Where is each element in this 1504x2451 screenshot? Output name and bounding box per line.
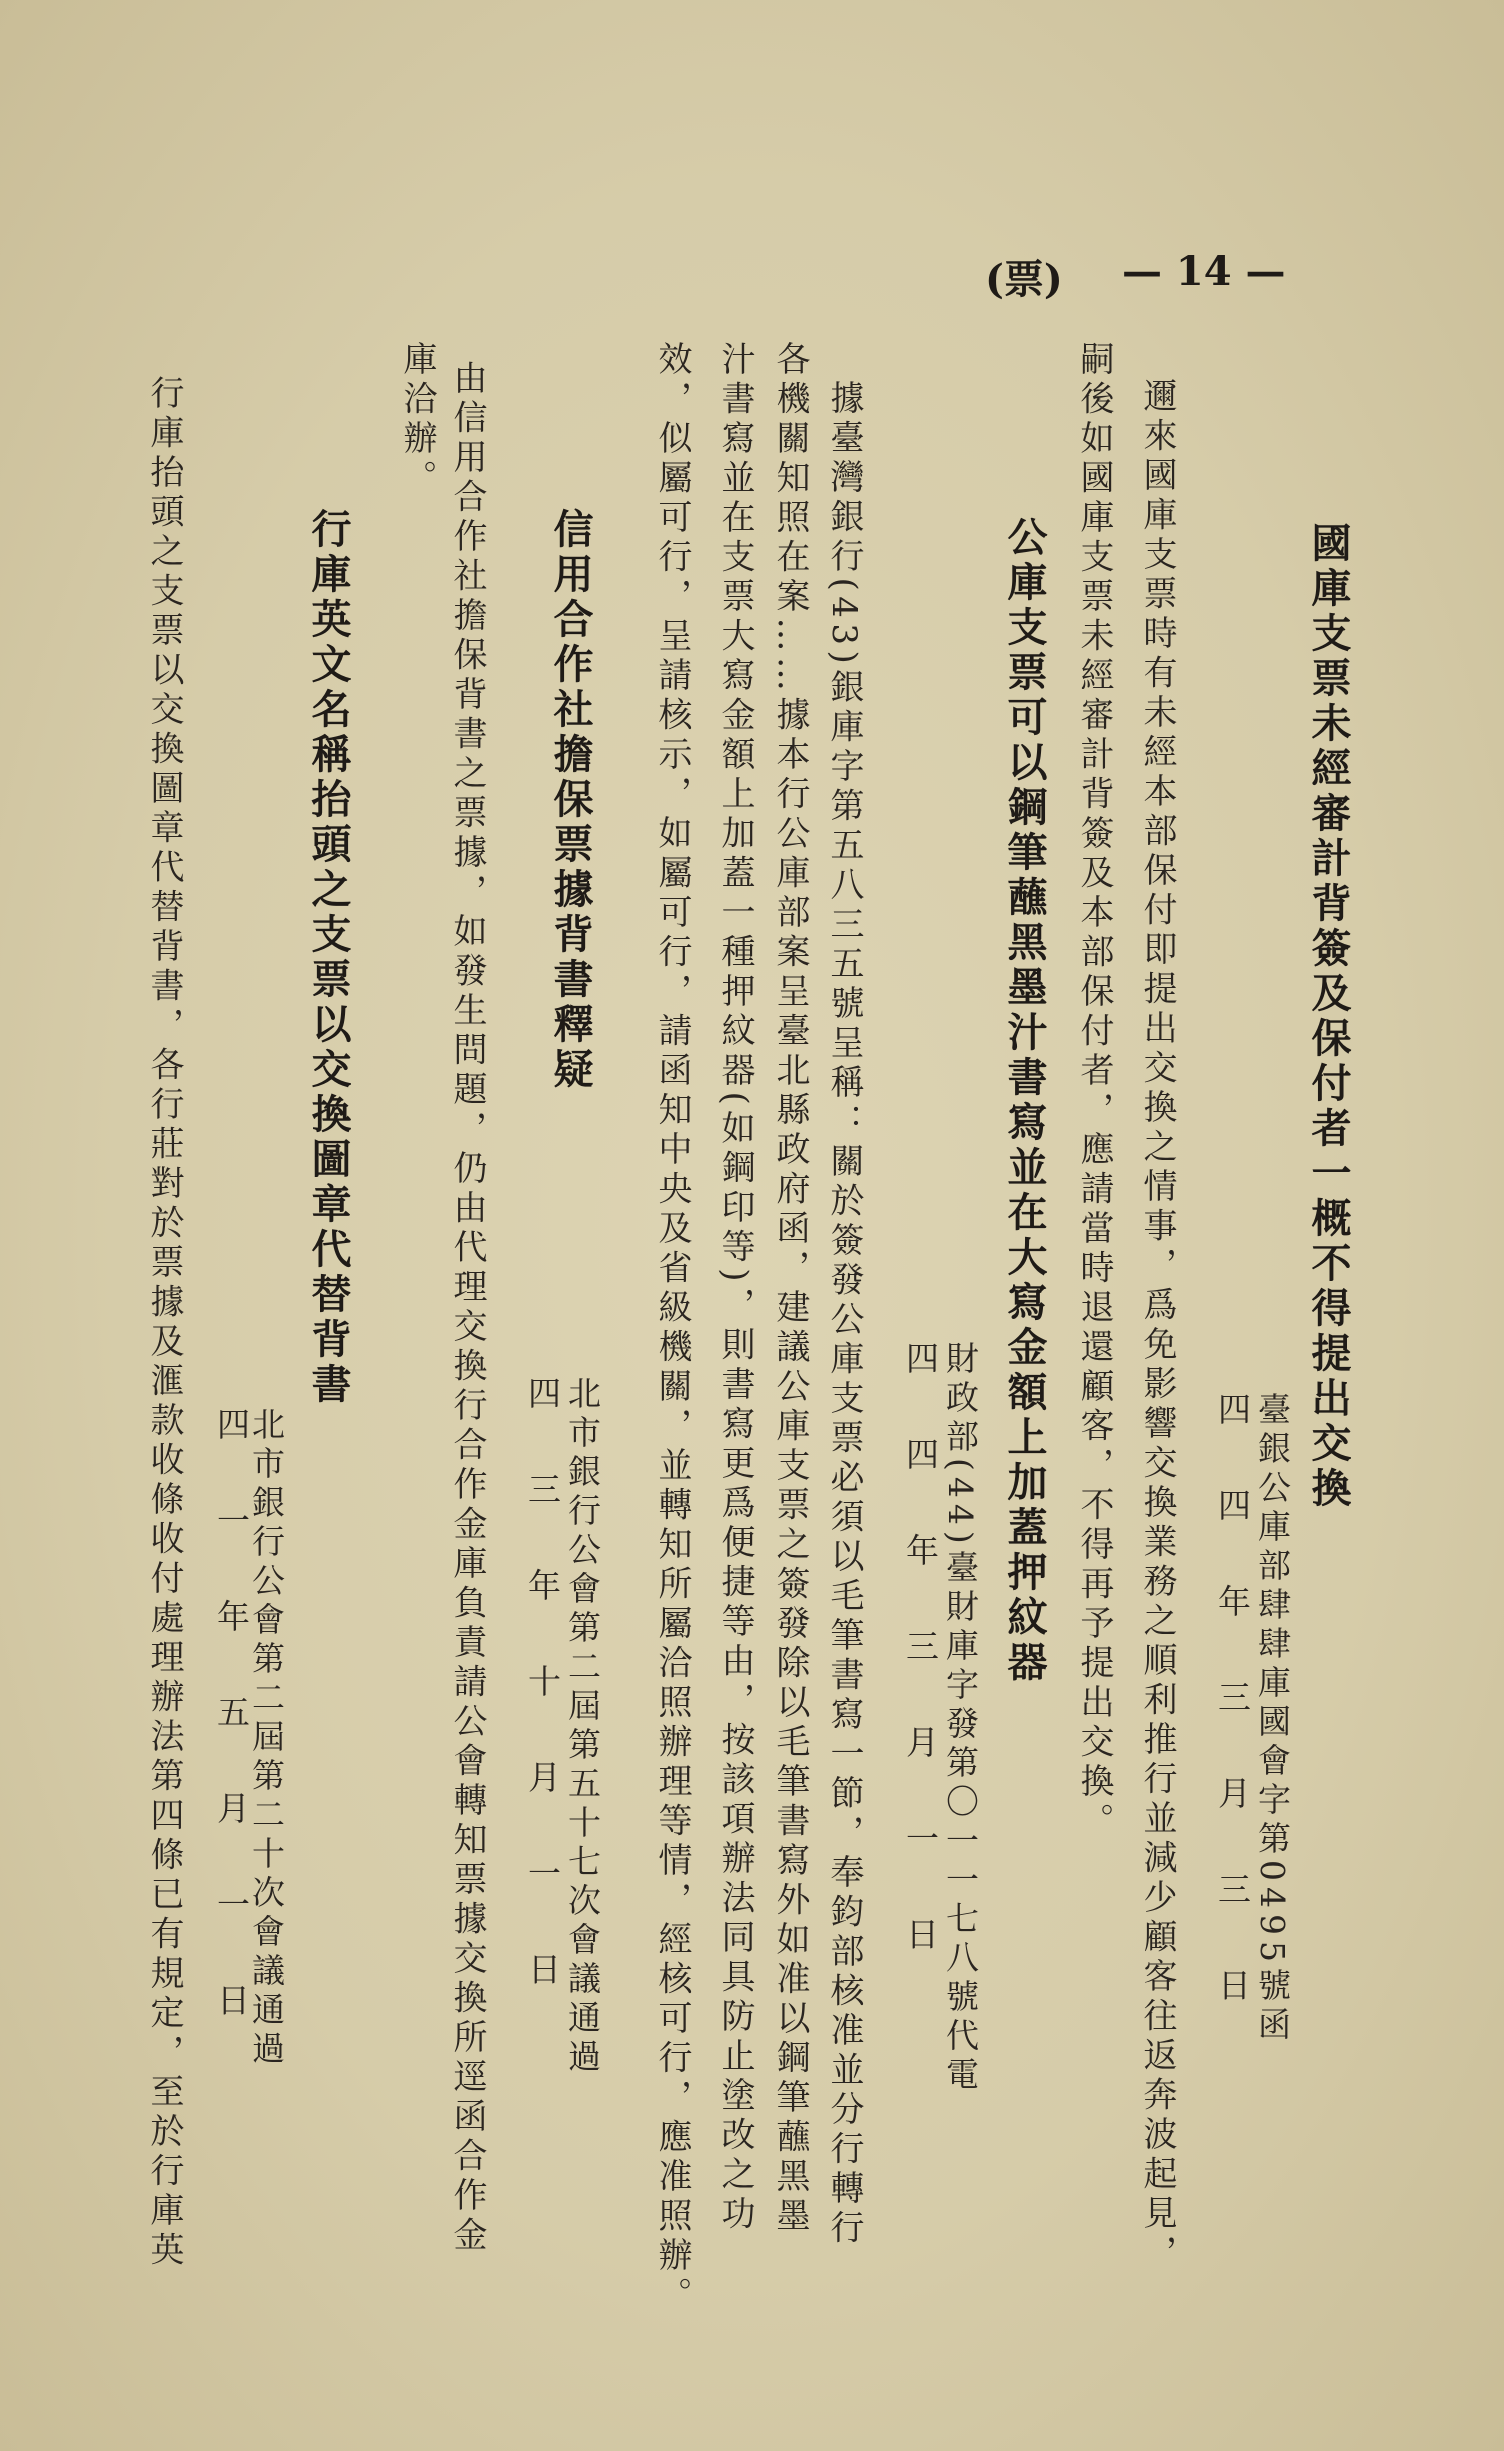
paragraph-line: 邇來國庫支票時有未經本部保付即提出交換之情事，爲免影響交換業務之順利推行並減少顧客往返奔波起見， — [1137, 378, 1177, 2274]
paragraph-line: 庫洽辦。 — [397, 341, 437, 499]
section-marker: (票) — [985, 256, 1063, 303]
paragraph-line: 各機關知照在案……據本行公庫部案呈臺北縣政府函，建議公庫支票之簽發除以毛筆書寫外如准以鋼筆蘸黑墨 — [770, 341, 810, 2237]
section-title: 國庫支票未經審計背簽及保付者一概不得提出交換 — [1305, 522, 1352, 1512]
document-date: 四四年三月一日 — [901, 1341, 940, 2013]
paragraph-line: 嗣後如國庫支票未經審計背簽及本部保付者，應請當時退還顧客，不得再予提出交換。 — [1074, 341, 1114, 1842]
source-reference: 北市銀行公會第二屆第五十七次會議通過 — [563, 1376, 602, 2078]
paragraph-line: 汁書寫並在支票大寫金額上加蓋一種押紋器(如鋼印等)，則書寫更爲便捷等由，按該項辦法同具防止塗改之功 — [715, 341, 755, 2236]
section-title: 公庫支票可以鋼筆蘸黑墨汁書寫並在大寫金額上加蓋押紋器 — [1001, 516, 1048, 1686]
paragraph-line: 行庫抬頭之支票以交換圖章代替背書，各行莊對於票據及滙款收條收付處理辦法第四條已有規定，至於行庫英 — [144, 375, 184, 2271]
document-date: 四三年十月一日 — [523, 1376, 562, 2048]
source-reference: 北市銀行公會第二屆第二十次會議通過 — [247, 1407, 286, 2070]
document-date: 四一年五月一日 — [212, 1407, 251, 2079]
paragraph-line: 據臺灣銀行(43)銀庫字第五八三五號呈稱：關於簽發公庫支票必須以毛筆書寫一節，奉鈞部核准並分行轉行 — [824, 380, 864, 2250]
paragraph-line: 效，似屬可行，呈請核示，如屬可行，請函知中央及省級機關，並轉知所屬洽照辦理等情，經核可行，應准照辦。 — [652, 341, 692, 2316]
section-title: 信用合作社擔保票據背書釋疑 — [547, 508, 594, 1093]
source-reference: 財政部(44)臺財庫字發第〇一一七八號代電 — [941, 1341, 980, 2096]
source-reference: 臺銀公庫部肆肆庫國會字第0495號函 — [1253, 1392, 1292, 2046]
page-number: — 14 — — [1122, 248, 1286, 295]
paragraph-line: 由信用合作社擔保背書之票據，如發生問題，仍由代理交換行合作金庫負責請公會轉知票據交換所逕函合作金 — [447, 360, 487, 2256]
document-date: 四四年三月三日 — [1213, 1392, 1252, 2064]
section-title: 行庫英文名稱抬頭之支票以交換圖章代替背書 — [305, 508, 352, 1408]
